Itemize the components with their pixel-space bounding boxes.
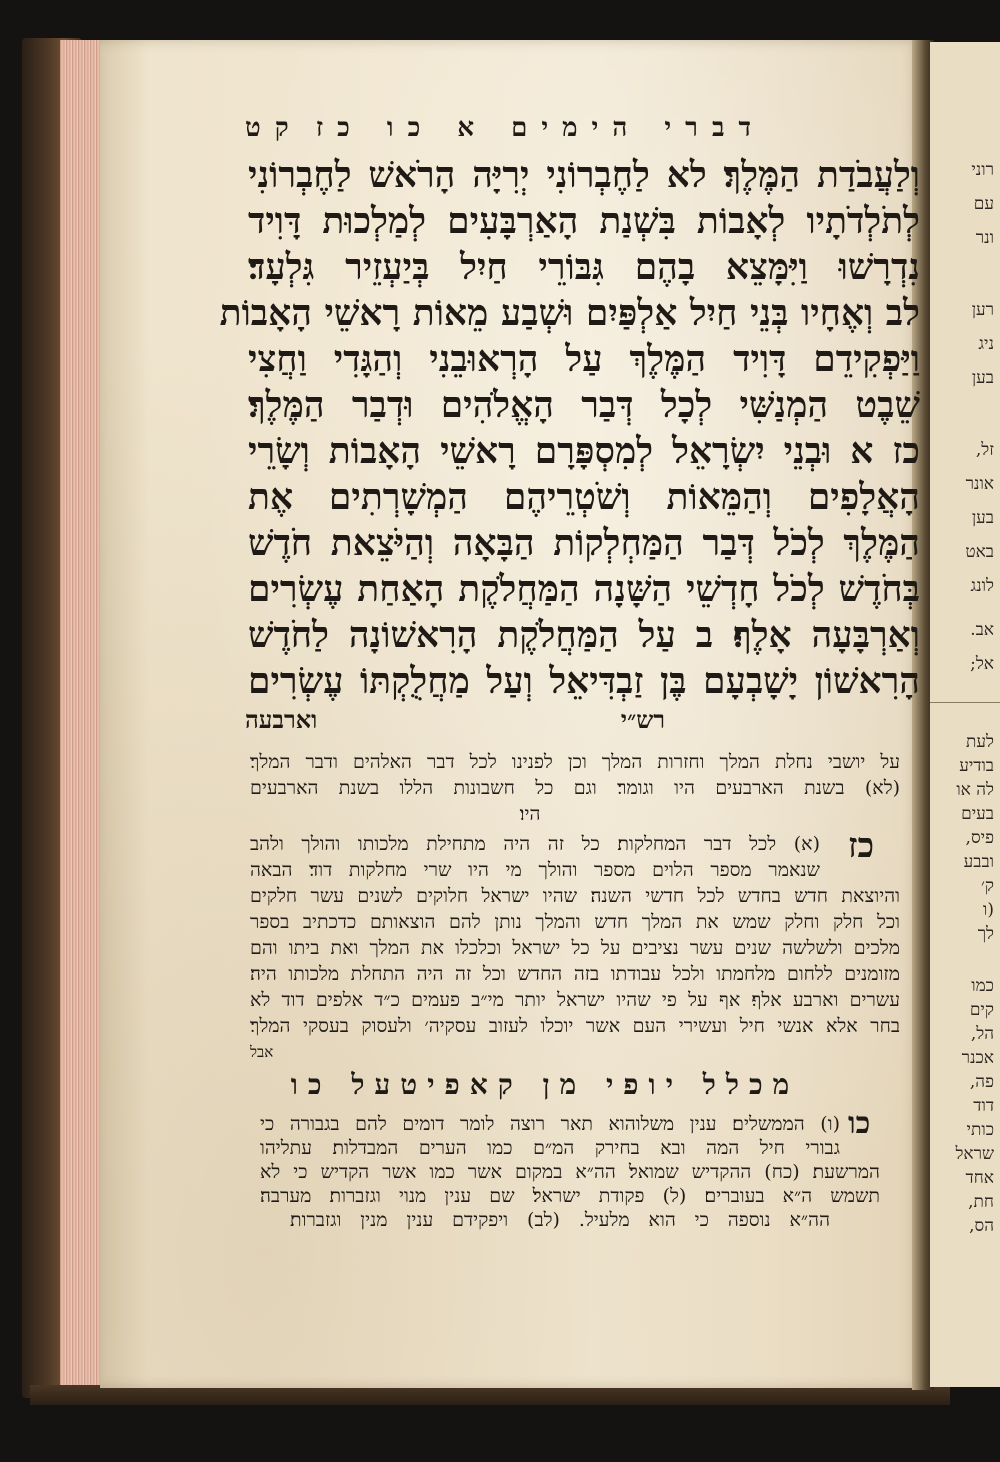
rashi-line: והיוצאת חדש בחדש לכל חדשי השנה׃ שהיו ישראל חלוקים לשנים עשר חלקים	[250, 885, 900, 907]
rashi-heading-row	[245, 705, 665, 737]
rashi-line: היו׃	[519, 803, 541, 825]
facing-line: אל;	[970, 654, 994, 674]
facing-line: בען	[971, 368, 994, 388]
main-text-line: שֵׁבֶט הַמְנַשִּׁי לְכָל דְּבַר הָאֱלֹהִים וּדְבַר הַמֶּלֶךְ׃	[248, 384, 920, 426]
facing-line: ק׳	[980, 876, 994, 896]
rashi-line: וכל חלק וחלק שמש את המלך חדש והמלך נותן להם הוצאותם כדכתיב בספר	[250, 911, 900, 933]
facing-line: ובבע	[963, 852, 994, 872]
facing-line: הל,	[970, 1024, 994, 1044]
facing-line: ניג	[978, 334, 994, 354]
main-text-line: הַמֶּלֶךְ לְכֹל דְּבַר הַמַּחְלְקוֹת הַבָּאָה וְהַיֹּצֵאת חֹדֶשׁ	[248, 522, 920, 564]
facing-line: כמו	[971, 976, 994, 996]
facing-line: אכנר	[961, 1048, 994, 1068]
facing-line: אונר	[965, 474, 994, 494]
facing-line: פיס,	[965, 828, 994, 848]
facing-line: זל,	[975, 440, 994, 460]
commentary-line: גבורי חיל המה ובא בחירק המ״ם כמו הערים המבדלות׃ עתליהו	[260, 1137, 840, 1159]
facing-divider	[930, 702, 1000, 703]
facing-line: כותי	[966, 1120, 994, 1140]
main-text-line: וַיַּפְקִידֵם דָּוִיד הַמֶּלֶךְ עַל הָרְאוּבֵנִי וְהַגָּדִי וַחֲצִי	[248, 338, 920, 380]
rashi-line: (א) לכל דבר המחלקות׃ כל זה היה מתחילת מלכותו והולך ולהב	[250, 833, 820, 855]
rashi-line: (לא) בשנת הארבעים היו וגומר׃ וגם כל חשבונות הללו בשנת הארבעים	[250, 777, 900, 799]
rashi-line: בחר אלא אנשי חיל ועשירי העם אשר יוכלו לעזוב עסקיה׳ ולעסוק בעסקי המלך׃	[250, 1015, 900, 1037]
commentary-heading: מכלל יופי מן קאפיטעל כו	[290, 1068, 800, 1101]
facing-line: לה או	[956, 780, 994, 800]
rashi-line: על יושבי נחלת המלך וחזרות המלך וכן לפנינו לכל דבר האלהים ודבר המלך׃	[250, 751, 900, 773]
facing-line: (ו	[983, 900, 994, 920]
commentary-line: הה״א נוספה כי הוא מלעיל. (לב) ויפקידם ענין מנין וגזברות׃	[290, 1209, 830, 1231]
chapter-mark: כו	[848, 1106, 871, 1141]
main-text-line: כז א וּבְנֵי יִשְׂרָאֵל לְמִסְפָּרָם רָאשֵׁי הָאָבוֹת וְשָׂרֵי	[248, 430, 920, 472]
facing-line: לעת	[966, 732, 994, 752]
facing-line: בודיע	[959, 756, 994, 776]
rashi-line: מלכים ולשלשה שנים עשר נציבים על כל ישראל וכלכלו את המלך ואת ביתו והם	[250, 937, 900, 959]
facing-line: ונר	[975, 228, 994, 248]
facing-line: דוד	[973, 1096, 994, 1116]
facing-line: שראל	[955, 1144, 994, 1164]
book-cover-edge	[30, 1385, 950, 1405]
main-text-line: לב וְאֶחָיו בְּנֵי חַיִל אַלְפַּיִם וּשְׁבַע מֵאוֹת רָאשֵׁי הָאָבוֹת	[219, 292, 920, 334]
page-title: דברי הימים א כו כז	[315, 113, 765, 143]
commentary-line: תשמש ה״א בעוברים׃ (ל) פקודת ישראל׃ שם ענין מנוי וגזברות׃ מערבה׃	[260, 1185, 880, 1207]
folio-number: קט	[245, 113, 303, 143]
rashi-heading: רש״י	[620, 705, 665, 734]
main-text-line: לְתֹלְדֹתָיו לְאָבוֹת בִּשְׁנַת הָאַרְבָּעִים לְמַלְכוּת דָּוִיד	[248, 200, 920, 242]
facing-line: באט	[965, 542, 994, 562]
facing-line: אחד	[965, 1168, 994, 1188]
main-text-line: וְלַעֲבֹדַת הַמֶּלֶךְ׃ לא לַחֶבְרוֹנִי יְרִיָּה הָרֹאשׁ לַחֶבְרוֹנִי	[248, 154, 920, 196]
facing-line: חת,	[968, 1192, 994, 1212]
facing-page	[930, 42, 1000, 1387]
catchword: וארבעה	[245, 705, 318, 734]
main-text-line: בְּחֹדֶשׁ לְכֹל חָדְשֵׁי הַשָּׁנָה הַמַּחֲלֹקֶת הָאַחַת עֶשְׂרִים	[248, 568, 920, 610]
facing-line: בעים	[961, 804, 994, 824]
facing-line: עם	[973, 194, 994, 214]
facing-line: לך	[977, 924, 994, 944]
main-text-line: הָאֲלָפִים וְהַמֵּאוֹת וְשֹׁטְרֵיהֶם הַמְשָׁרְתִים אֶת	[248, 476, 920, 518]
facing-line: פה,	[969, 1072, 994, 1092]
chapter-mark: כז	[848, 826, 875, 866]
facing-line: קים	[969, 1000, 994, 1020]
facing-line: אב.	[970, 620, 994, 640]
rashi-line: עשרים וארבע אלף׃ אף על פי שהיו ישראל יותר מי״ב פעמים כ״ד אלפים דוד לא	[250, 989, 900, 1011]
rashi-line: שנאמר מספר הלוים מספר והולך מי היו שרי מחלקות דוד׃ הבאה	[250, 859, 820, 881]
commentary-line: המרשעת׃ (כח) ההקדיש שמואל׃ הה״א במקום אשר כמו אשר הקדיש כי לא	[260, 1161, 880, 1183]
running-header	[245, 108, 765, 148]
footer-catchword: אבל	[250, 1043, 274, 1061]
facing-line: הס,	[969, 1216, 994, 1236]
commentary-line: (ו) הממשלים׃ ענין משלוהוא תאר רוצה לומר דומים להם בגבורה כי	[260, 1113, 840, 1135]
facing-line: לונג	[970, 576, 994, 596]
main-text-line: הָרִאשׁוֹן יָשָׁבְעָם בֶּן זַבְדִּיאֵל וְעַל מַחֲלֻקְתּוֹ עֶשְׂרִים	[248, 660, 920, 702]
main-text-line: וְאַרְבָּעָה אָלֶף׃ ב עַל הַמַּחֲלֹקֶת הָרִאשׁוֹנָה לַחֹדֶשׁ	[248, 614, 920, 656]
facing-line: רוני	[971, 160, 994, 180]
rashi-line: מזומנים ללחום מלחמתו ולכל עבודתו בזה החדש וכל זה היה התחלת מלכותו היה׃	[250, 963, 900, 985]
facing-line: רען	[971, 300, 994, 320]
facing-line: בען	[971, 508, 994, 528]
main-text-line: נִדְרָשׁוּ וַיִּמָּצֵא בָהֶם גִּבּוֹרֵי חַיִל בְּיַעְזֵיר גִּלְעָד׃	[248, 246, 920, 288]
